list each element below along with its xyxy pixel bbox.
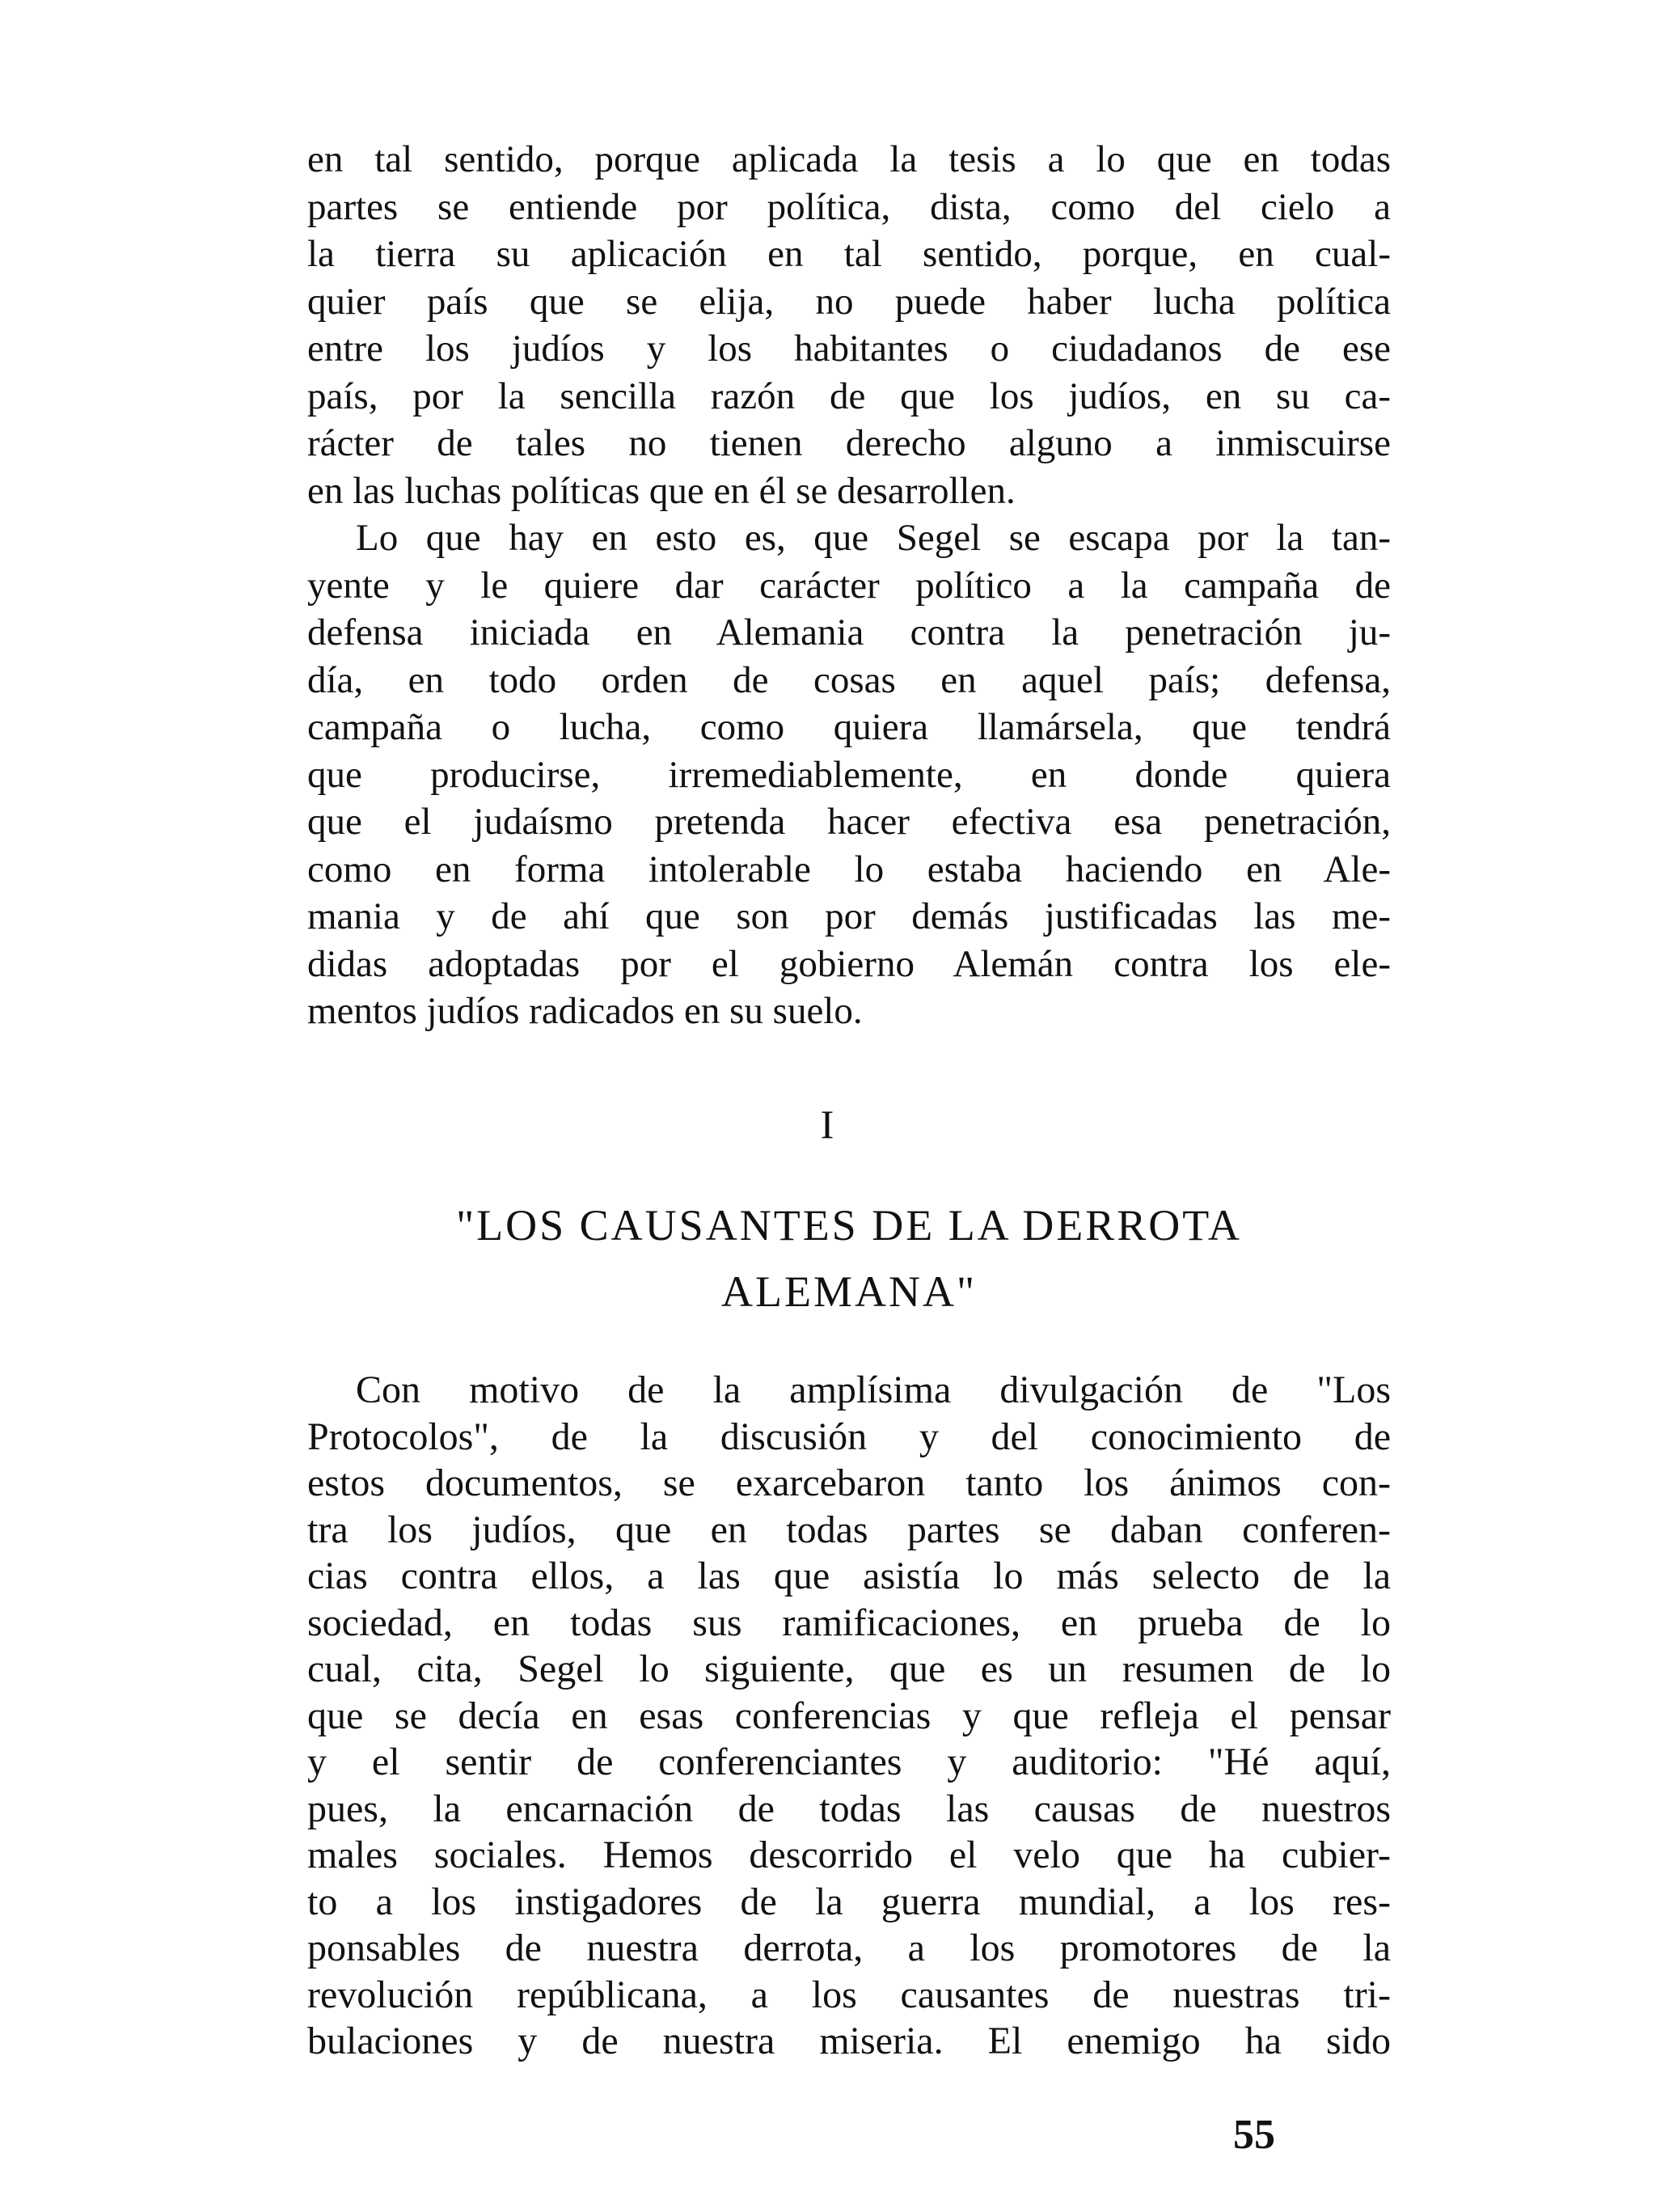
text-line: quier país que se elija, no puede haber lucha política bbox=[307, 280, 1391, 323]
text-line: campaña o lucha, como quiera llamársela, que tendrá bbox=[307, 706, 1391, 748]
text-line: país, por la sencilla razón de que los judíos, en su ca- bbox=[307, 374, 1391, 417]
text-line: sociedad, en todas sus ramificaciones, en prueba de lo bbox=[307, 1601, 1391, 1644]
text-line: defensa iniciada en Alemania contra la penetración ju- bbox=[307, 611, 1391, 653]
text-line: entre los judíos y los habitantes o ciudadanos de ese bbox=[307, 328, 1391, 370]
text-line: y el sentir de conferenciantes y auditorio: "Hé aquí, bbox=[307, 1740, 1391, 1783]
text-line: Lo que hay en esto es, que Segel se escapa por la tan- bbox=[356, 517, 1391, 559]
chapter-title bbox=[307, 1192, 1391, 1325]
text-line: cual, cita, Segel lo siguiente, que es un resumen de lo bbox=[307, 1647, 1391, 1690]
text-line: estos documentos, se exarcebaron tanto los ánimos con- bbox=[307, 1461, 1391, 1504]
text-line: Protocolos", de la discusión y del conocimiento de bbox=[307, 1415, 1391, 1458]
body-text-top bbox=[307, 136, 1391, 1035]
text-line: mania y de ahí que son por demás justificadas las me- bbox=[307, 895, 1391, 937]
text-line: que se decía en esas conferencias y que refleja el pensar bbox=[307, 1694, 1391, 1737]
text-line: pues, la encarnación de todas las causas de nuestros bbox=[307, 1787, 1391, 1830]
text-line: Con motivo de la amplísima divulgación de "Los bbox=[356, 1368, 1391, 1411]
text-line: partes se entiende por política, dista, como del cielo a bbox=[307, 185, 1391, 228]
text-line: mentos judíos radicados en su suelo. bbox=[307, 990, 863, 1032]
text-line: ponsables de nuestra derrota, a los promotores de la bbox=[307, 1927, 1391, 1969]
text-line: didas adoptadas por el gobierno Alemán contra los ele- bbox=[307, 942, 1391, 985]
text-line: to a los instigadores de la guerra mundial, a los res- bbox=[307, 1880, 1391, 1923]
text-line: tra los judíos, que en todas partes se daban conferen- bbox=[307, 1508, 1391, 1551]
text-line: yente y le quiere dar carácter político a la campaña de bbox=[307, 564, 1391, 607]
text-line: bulaciones y de nuestra miseria. El enemigo ha sido bbox=[307, 2020, 1391, 2062]
text-line: día, en todo orden de cosas en aquel país; defensa, bbox=[307, 658, 1391, 701]
chapter-title-line: ALEMANA" bbox=[720, 1267, 978, 1316]
chapter-number: I bbox=[820, 1102, 836, 1147]
text-line: cias contra ellos, a las que asistía lo más selecto de la bbox=[307, 1554, 1391, 1597]
text-line: en las luchas políticas que en él se desarrollen. bbox=[307, 469, 1016, 512]
chapter-title-line: "LOS CAUSANTES DE LA DERROTA bbox=[456, 1201, 1242, 1250]
text-line: revolución repúblicana, a los causantes de nuestras tri- bbox=[307, 1973, 1391, 2016]
text-line: en tal sentido, porque aplicada la tesis a lo que en todas bbox=[307, 138, 1391, 180]
text-line: males sociales. Hemos descorrido el velo que ha cubier- bbox=[307, 1833, 1391, 1876]
text-line: como en forma intolerable lo estaba haciendo en Ale- bbox=[307, 848, 1391, 890]
text-line: rácter de tales no tienen derecho alguno a inmiscuirse bbox=[307, 422, 1391, 464]
text-line: la tierra su aplicación en tal sentido, porque, en cual- bbox=[307, 233, 1391, 275]
text-line: que el judaísmo pretenda hacer efectiva esa penetración, bbox=[307, 801, 1391, 843]
body-text-chapter bbox=[307, 1367, 1391, 2065]
page-number: 55 bbox=[1233, 2112, 1275, 2158]
text-line: que producirse, irremediablemente, en donde quiera bbox=[307, 753, 1391, 796]
